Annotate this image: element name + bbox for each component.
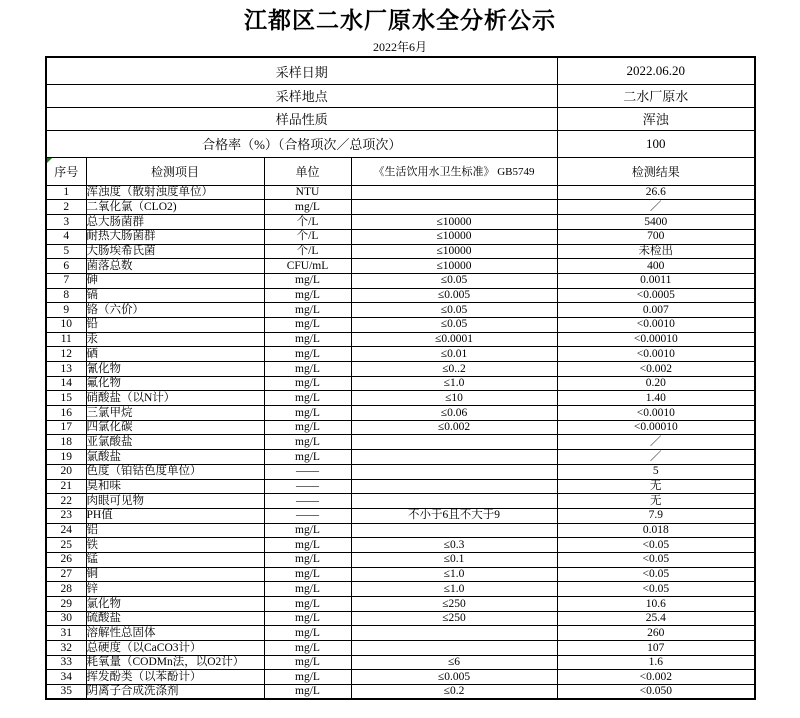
- test-item-cell: 镉: [86, 288, 264, 303]
- test-item-cell: 汞: [86, 332, 264, 347]
- standard-cell: ≤1.0: [351, 582, 557, 597]
- standard-cell: [351, 464, 557, 479]
- row-number-cell: 31: [46, 626, 86, 641]
- table-row: [46, 362, 755, 377]
- unit-cell: mg/L: [264, 567, 351, 582]
- standard-cell: ≤1.0: [351, 567, 557, 582]
- standard-cell: ≤0.05: [351, 273, 557, 288]
- result-cell: <0.002: [557, 362, 755, 377]
- test-item-cell: 大肠埃希氏菌: [86, 244, 264, 259]
- result-cell: 0.007: [557, 303, 755, 318]
- standard-cell: ≤6: [351, 655, 557, 670]
- unit-cell: mg/L: [264, 391, 351, 406]
- standard-cell: ≤10000: [351, 229, 557, 244]
- row-number-cell: 12: [46, 347, 86, 362]
- row-number-cell: 20: [46, 464, 86, 479]
- info-label: 样品性质: [46, 107, 557, 130]
- table-row: [46, 244, 755, 259]
- result-cell: 无: [557, 479, 755, 494]
- table-row: [46, 508, 755, 523]
- table-row: [46, 464, 755, 479]
- standard-cell: [351, 626, 557, 641]
- row-number-cell: 13: [46, 362, 86, 377]
- info-label: 采样日期: [46, 57, 557, 84]
- row-number-cell: 8: [46, 288, 86, 303]
- standard-cell: [351, 435, 557, 450]
- info-row: [46, 84, 755, 107]
- test-item-cell: 铬（六价）: [86, 303, 264, 318]
- header-cell-unit: 单位: [264, 157, 351, 185]
- row-number-cell: 33: [46, 655, 86, 670]
- unit-cell: NTU: [264, 185, 351, 200]
- row-number-cell: 32: [46, 641, 86, 656]
- unit-cell: mg/L: [264, 523, 351, 538]
- unit-cell: mg/L: [264, 347, 351, 362]
- info-row: [46, 130, 755, 157]
- test-item-cell: 铁: [86, 538, 264, 553]
- unit-cell: mg/L: [264, 626, 351, 641]
- table-row: [46, 200, 755, 215]
- result-cell: 1.6: [557, 655, 755, 670]
- result-cell: <0.0005: [557, 288, 755, 303]
- test-item-cell: 阴离子合成洗涤剂: [86, 685, 264, 700]
- standard-cell: [351, 450, 557, 465]
- standard-cell: [351, 523, 557, 538]
- table-row: [46, 303, 755, 318]
- test-item-cell: 耐热大肠菌群: [86, 229, 264, 244]
- standard-cell: ≤250: [351, 597, 557, 612]
- table-row: [46, 332, 755, 347]
- unit-cell: mg/L: [264, 362, 351, 377]
- unit-cell: mg/L: [264, 552, 351, 567]
- result-cell: 260: [557, 626, 755, 641]
- row-number-cell: 9: [46, 303, 86, 318]
- result-cell: <0.00010: [557, 420, 755, 435]
- results-header-row: [46, 157, 755, 185]
- table-row: [46, 376, 755, 391]
- unit-cell: mg/L: [264, 450, 351, 465]
- unit-cell: 个/L: [264, 229, 351, 244]
- unit-cell: mg/L: [264, 641, 351, 656]
- standard-cell: ≤0.005: [351, 288, 557, 303]
- standard-cell: ≤0.3: [351, 538, 557, 553]
- test-item-cell: 氯化物: [86, 597, 264, 612]
- result-cell: 1.40: [557, 391, 755, 406]
- row-number-cell: 26: [46, 552, 86, 567]
- result-cell: 未检出: [557, 244, 755, 259]
- row-number-cell: 7: [46, 273, 86, 288]
- standard-cell: [351, 641, 557, 656]
- header-cell-result: 检测结果: [557, 157, 755, 185]
- test-item-cell: PH值: [86, 508, 264, 523]
- header-cell-item: 检测项目: [86, 157, 264, 185]
- test-item-cell: 锌: [86, 582, 264, 597]
- standard-cell: ≤10000: [351, 259, 557, 274]
- unit-cell: mg/L: [264, 200, 351, 215]
- table-row: [46, 420, 755, 435]
- result-cell: <0.05: [557, 567, 755, 582]
- standard-cell: [351, 185, 557, 200]
- standard-cell: ≤0.2: [351, 685, 557, 700]
- standard-cell: ≤0.01: [351, 347, 557, 362]
- info-value: 2022.06.20: [557, 57, 755, 84]
- result-cell: 700: [557, 229, 755, 244]
- excel-corner-marker-icon: [47, 158, 52, 163]
- standard-cell: [351, 200, 557, 215]
- table-row: [46, 552, 755, 567]
- test-item-cell: 硫酸盐: [86, 611, 264, 626]
- row-number-cell: 19: [46, 450, 86, 465]
- test-item-cell: 挥发酚类（以苯酚计）: [86, 670, 264, 685]
- standard-cell: ≤1.0: [351, 376, 557, 391]
- results-header-section: [46, 157, 755, 185]
- table-row: [46, 317, 755, 332]
- table-row: [46, 597, 755, 612]
- row-number-cell: 23: [46, 508, 86, 523]
- unit-cell: ——: [264, 494, 351, 509]
- unit-cell: mg/L: [264, 582, 351, 597]
- info-value: 100: [557, 130, 755, 157]
- row-number-cell: 29: [46, 597, 86, 612]
- result-cell: <0.05: [557, 552, 755, 567]
- test-item-cell: 四氯化碳: [86, 420, 264, 435]
- test-item-cell: 亚氯酸盐: [86, 435, 264, 450]
- table-row: [46, 582, 755, 597]
- test-item-cell: 三氯甲烷: [86, 406, 264, 421]
- unit-cell: mg/L: [264, 317, 351, 332]
- result-cell: <0.05: [557, 538, 755, 553]
- table-row: [46, 229, 755, 244]
- table-row: [46, 611, 755, 626]
- row-number-cell: 28: [46, 582, 86, 597]
- test-item-cell: 氯酸盐: [86, 450, 264, 465]
- table-row: [46, 641, 755, 656]
- result-cell: 5400: [557, 215, 755, 230]
- unit-cell: mg/L: [264, 303, 351, 318]
- table-row: [46, 435, 755, 450]
- row-number-cell: 24: [46, 523, 86, 538]
- result-cell: 10.6: [557, 597, 755, 612]
- unit-cell: mg/L: [264, 538, 351, 553]
- result-cell: <0.05: [557, 582, 755, 597]
- test-item-cell: 铝: [86, 523, 264, 538]
- test-item-cell: 色度（铂钴色度单位）: [86, 464, 264, 479]
- standard-cell: ≤0.06: [351, 406, 557, 421]
- unit-cell: ——: [264, 508, 351, 523]
- table-row: [46, 406, 755, 421]
- table-row: [46, 185, 755, 200]
- row-number-cell: 1: [46, 185, 86, 200]
- row-number-cell: 30: [46, 611, 86, 626]
- unit-cell: mg/L: [264, 273, 351, 288]
- unit-cell: mg/L: [264, 420, 351, 435]
- row-number-cell: 25: [46, 538, 86, 553]
- result-cell: 400: [557, 259, 755, 274]
- result-cell: 107: [557, 641, 755, 656]
- test-item-cell: 菌落总数: [86, 259, 264, 274]
- table-row: [46, 347, 755, 362]
- test-item-cell: 肉眼可见物: [86, 494, 264, 509]
- unit-cell: mg/L: [264, 376, 351, 391]
- result-cell: 26.6: [557, 185, 755, 200]
- test-item-cell: 铜: [86, 567, 264, 582]
- standard-cell: ≤0.002: [351, 420, 557, 435]
- row-number-cell: 34: [46, 670, 86, 685]
- table-row: [46, 626, 755, 641]
- standard-cell: ≤0..2: [351, 362, 557, 377]
- unit-cell: 个/L: [264, 244, 351, 259]
- page-title: 江都区二水厂原水全分析公示: [244, 8, 556, 34]
- test-item-cell: 总大肠菌群: [86, 215, 264, 230]
- standard-cell: ≤0.005: [351, 670, 557, 685]
- result-cell: <0.0010: [557, 347, 755, 362]
- table-row: [46, 567, 755, 582]
- result-cell: 无: [557, 494, 755, 509]
- standard-cell: ≤0.05: [351, 303, 557, 318]
- page-subtitle: 2022年6月: [372, 39, 427, 54]
- row-number-cell: 27: [46, 567, 86, 582]
- result-cell: 25.4: [557, 611, 755, 626]
- test-item-cell: 耗氧量（CODMn法，以O2计）: [86, 655, 264, 670]
- table-row: [46, 523, 755, 538]
- table-row: [46, 479, 755, 494]
- table-row: [46, 259, 755, 274]
- result-cell: <0.050: [557, 685, 755, 700]
- row-number-cell: 16: [46, 406, 86, 421]
- info-label: 合格率（%）（合格项次／总项次）: [46, 130, 557, 157]
- unit-cell: mg/L: [264, 332, 351, 347]
- standard-cell: ≤10: [351, 391, 557, 406]
- table-row: [46, 273, 755, 288]
- standard-cell: ≤0.1: [351, 552, 557, 567]
- info-value: 二水厂原水: [557, 84, 755, 107]
- unit-cell: mg/L: [264, 685, 351, 700]
- result-cell: ／: [557, 435, 755, 450]
- header-cell-no: [46, 157, 86, 185]
- standard-cell: ≤0.0001: [351, 332, 557, 347]
- result-cell: <0.0010: [557, 317, 755, 332]
- standard-cell: [351, 494, 557, 509]
- test-item-cell: 锰: [86, 552, 264, 567]
- unit-cell: 个/L: [264, 215, 351, 230]
- table-row: [46, 670, 755, 685]
- table-row: [46, 215, 755, 230]
- standard-cell: [351, 479, 557, 494]
- test-item-cell: 臭和味: [86, 479, 264, 494]
- result-cell: ／: [557, 450, 755, 465]
- result-cell: <0.00010: [557, 332, 755, 347]
- standard-cell: 不小于6且不大于9: [351, 508, 557, 523]
- test-item-cell: 硒: [86, 347, 264, 362]
- test-item-cell: 氟化物: [86, 376, 264, 391]
- row-number-cell: 3: [46, 215, 86, 230]
- table-row: [46, 450, 755, 465]
- row-number-cell: 14: [46, 376, 86, 391]
- row-number-cell: 21: [46, 479, 86, 494]
- test-item-cell: 铅: [86, 317, 264, 332]
- test-item-cell: 总硬度（以CaCO3计）: [86, 641, 264, 656]
- result-cell: 0.20: [557, 376, 755, 391]
- row-number-cell: 15: [46, 391, 86, 406]
- result-cell: ／: [557, 200, 755, 215]
- result-cell: <0.002: [557, 670, 755, 685]
- unit-cell: mg/L: [264, 435, 351, 450]
- standard-cell: ≤0.05: [351, 317, 557, 332]
- result-cell: 7.9: [557, 508, 755, 523]
- unit-cell: mg/L: [264, 406, 351, 421]
- unit-cell: CFU/mL: [264, 259, 351, 274]
- row-number-cell: 17: [46, 420, 86, 435]
- row-number-cell: 18: [46, 435, 86, 450]
- results-section: [46, 185, 755, 699]
- test-item-cell: 氰化物: [86, 362, 264, 377]
- table-row: [46, 685, 755, 700]
- table-row: [46, 288, 755, 303]
- row-number-cell: 22: [46, 494, 86, 509]
- row-number-cell: 35: [46, 685, 86, 700]
- standard-cell: ≤10000: [351, 215, 557, 230]
- row-number-cell: 4: [46, 229, 86, 244]
- unit-cell: mg/L: [264, 288, 351, 303]
- info-row: [46, 57, 755, 84]
- unit-cell: mg/L: [264, 655, 351, 670]
- unit-cell: mg/L: [264, 611, 351, 626]
- result-cell: 5: [557, 464, 755, 479]
- info-value: 浑浊: [557, 107, 755, 130]
- standard-cell: ≤10000: [351, 244, 557, 259]
- row-number-cell: 10: [46, 317, 86, 332]
- unit-cell: ——: [264, 479, 351, 494]
- header-no-label: 序号: [54, 164, 79, 179]
- row-number-cell: 11: [46, 332, 86, 347]
- row-number-cell: 2: [46, 200, 86, 215]
- result-cell: <0.0010: [557, 406, 755, 421]
- test-item-cell: 砷: [86, 273, 264, 288]
- test-item-cell: 溶解性总固体: [86, 626, 264, 641]
- water-analysis-table: [45, 56, 756, 700]
- info-row: [46, 107, 755, 130]
- table-row: [46, 655, 755, 670]
- table-row: [46, 391, 755, 406]
- result-cell: 0.0011: [557, 273, 755, 288]
- info-label: 采样地点: [46, 84, 557, 107]
- header-cell-standard: 《生活饮用水卫生标准》 GB5749: [351, 157, 557, 185]
- unit-cell: ——: [264, 464, 351, 479]
- test-item-cell: 浑浊度（散射浊度单位）: [86, 185, 264, 200]
- test-item-cell: 二氧化氯（CLO2): [86, 200, 264, 215]
- info-section: [46, 57, 755, 157]
- row-number-cell: 6: [46, 259, 86, 274]
- table-row: [46, 538, 755, 553]
- row-number-cell: 5: [46, 244, 86, 259]
- table-row: [46, 494, 755, 509]
- unit-cell: mg/L: [264, 597, 351, 612]
- test-item-cell: 硝酸盐（以N计）: [86, 391, 264, 406]
- result-cell: 0.018: [557, 523, 755, 538]
- unit-cell: mg/L: [264, 670, 351, 685]
- standard-cell: ≤250: [351, 611, 557, 626]
